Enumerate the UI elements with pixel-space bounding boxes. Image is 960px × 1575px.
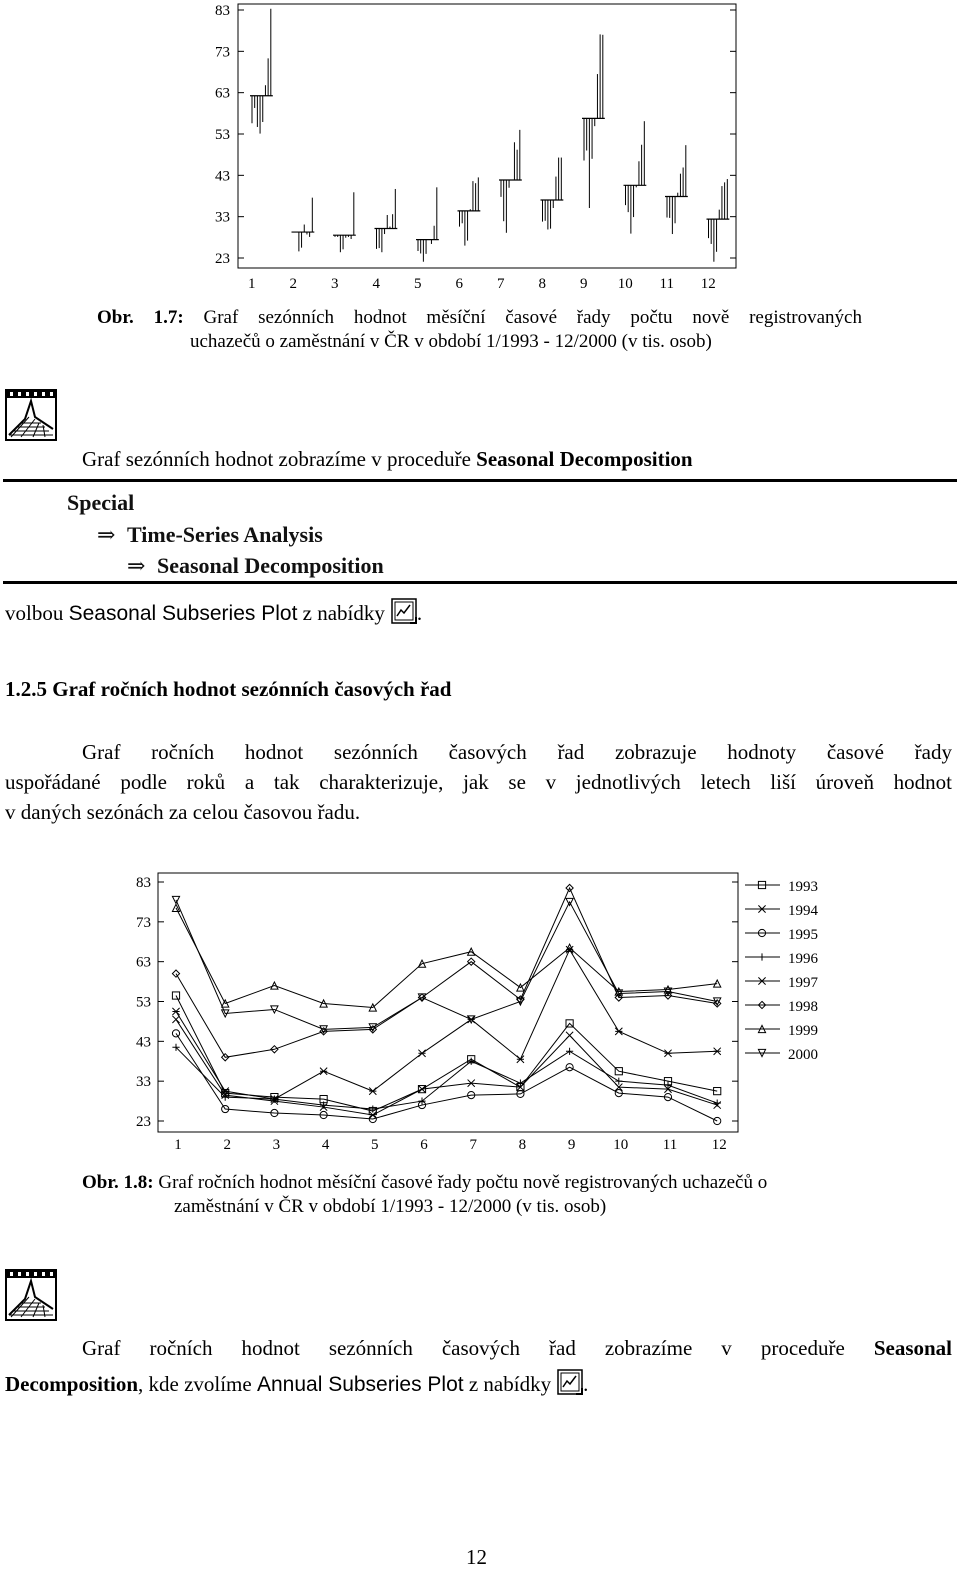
x-tick-label: 3 — [331, 276, 339, 292]
x-tick-label: 5 — [371, 1137, 379, 1153]
data-point — [664, 1082, 671, 1089]
data-point — [566, 1032, 573, 1039]
series-line-1997 — [176, 950, 717, 1099]
menu-item-special[interactable]: Special — [67, 490, 135, 515]
x-tick-label: 8 — [538, 276, 546, 292]
arrow-icon: ⇒ — [127, 553, 146, 578]
y-tick-label: 33 — [215, 209, 230, 226]
annual-subseries-chart — [0, 860, 960, 1160]
data-point — [714, 1117, 721, 1124]
paragraph-line: uspořádané podle roků a tak charakterizuje, jak se v jednotlivých letech liší úroveň hodnot — [5, 770, 952, 794]
menu-item-seasonal-decomposition[interactable] — [127, 551, 384, 581]
y-tick-label: 53 — [136, 994, 151, 1011]
text: z nabídky — [297, 601, 385, 625]
caption-line: Graf ročních hodnot měsíční časové řady počtu nově registrovaných uchazečů o — [158, 1172, 768, 1193]
text: volbou — [5, 601, 69, 625]
x-tick-label: 7 — [497, 276, 505, 292]
seasonal-intro — [82, 444, 693, 474]
menu-rule-bottom — [3, 581, 957, 584]
x-tick-label: 12 — [711, 1137, 727, 1153]
chart-frame — [158, 873, 738, 1132]
y-tick-label: 23 — [136, 1114, 151, 1130]
caption-line: zaměstnání v ČR v období 1/1993 - 12/2000 (v tis. osob) — [174, 1196, 607, 1217]
data-point — [369, 1105, 376, 1112]
x-tick-label: 5 — [414, 276, 422, 292]
data-point — [369, 1088, 376, 1095]
menu-rule-top — [3, 479, 957, 482]
data-point — [664, 1050, 671, 1057]
data-point — [615, 1078, 622, 1085]
x-tick-label: 1 — [174, 1137, 182, 1153]
y-tick-label: 43 — [136, 1034, 151, 1051]
data-point — [320, 1068, 327, 1075]
legend-label: 1996 — [788, 951, 818, 967]
legend-label: 1997 — [788, 975, 818, 991]
legend-label: 1999 — [788, 1023, 818, 1039]
y-tick-label: 33 — [136, 1074, 151, 1091]
series-lines — [172, 884, 720, 1124]
x-tick-label: 2 — [289, 276, 297, 292]
menu-label: Seasonal Decomposition — [157, 553, 384, 578]
section-heading: 1.2.5 Graf ročních hodnot sezónních časových řad — [5, 677, 452, 701]
legend-label: 1995 — [788, 927, 818, 943]
statgraphics-tool-icon — [5, 1269, 57, 1321]
y-tick-label: 63 — [136, 954, 151, 971]
data-point — [566, 1048, 573, 1055]
text: . — [416, 601, 423, 625]
x-tick-label: 1 — [248, 276, 256, 292]
x-tick-label: 2 — [223, 1137, 231, 1153]
x-tick-label: 9 — [580, 276, 588, 292]
caption-line: Graf sezónních hodnot měsíční časové řady počtu nově registrovaných — [203, 307, 862, 328]
data-point — [758, 953, 765, 960]
legend-label: 2000 — [788, 1047, 818, 1063]
graphics-options-button-icon[interactable] — [391, 598, 417, 624]
series-line-1998 — [176, 888, 717, 1057]
procedure-name: Decomposition — [5, 1372, 138, 1396]
text: z nabídky — [463, 1372, 552, 1396]
procedure-name: Seasonal — [873, 1336, 952, 1360]
paragraph-line: v daných sezónách za celou časovou řadu. — [5, 800, 361, 824]
x-tick-labels — [248, 276, 716, 292]
legend-label: 1998 — [788, 999, 818, 1015]
data-point — [172, 1008, 179, 1015]
menu-item-time-series[interactable] — [97, 520, 323, 550]
intro-text: Graf sezónních hodnot zobrazíme v proceduře — [82, 447, 477, 471]
caption-line: uchazečů o zaměstnání v ČR v období 1/1993 - 12/2000 (v tis. osob) — [190, 331, 712, 352]
x-tick-label: 4 — [372, 276, 380, 292]
selection-line — [5, 598, 422, 629]
data-point — [517, 1056, 524, 1063]
y-tick-label: 83 — [136, 875, 151, 891]
x-tick-label: 12 — [700, 276, 716, 292]
subseries-marks — [250, 9, 729, 262]
y-tick-label: 53 — [215, 127, 230, 143]
text: , kde zvolíme — [138, 1372, 257, 1396]
y-tick-label: 73 — [136, 914, 151, 931]
x-tick-labels — [174, 1137, 726, 1153]
paragraph-line: Graf ročních hodnot sezónních časových řad zobrazuje hodnoty časové řady — [82, 740, 952, 764]
data-point — [615, 1028, 622, 1035]
data-point — [714, 1048, 721, 1055]
x-tick-label: 9 — [567, 1137, 576, 1153]
x-tick-label: 6 — [455, 276, 463, 292]
x-tick-label: 10 — [617, 276, 633, 292]
option-name: Seasonal Subseries Plot — [68, 602, 298, 625]
data-point — [418, 1050, 425, 1057]
series-line-1993 — [176, 996, 717, 1112]
data-point — [758, 977, 765, 984]
text: . — [583, 1372, 589, 1396]
x-tick-label: 7 — [469, 1137, 477, 1153]
x-tick-label: 6 — [420, 1137, 428, 1153]
x-tick-label: 8 — [518, 1137, 527, 1153]
annual-instructions — [5, 1330, 952, 1403]
figure-caption-1-8 — [82, 1171, 767, 1219]
page-number: 12 — [466, 1545, 487, 1569]
procedure-name: Seasonal Decomposition — [476, 447, 693, 471]
data-point — [714, 1099, 721, 1106]
legend — [745, 879, 819, 1063]
statgraphics-tool-icon — [5, 389, 57, 441]
data-point — [172, 1016, 179, 1023]
seasonal-subseries-chart — [0, 0, 960, 300]
legend-label: 1993 — [788, 879, 818, 895]
y-tick-labels — [136, 875, 151, 1130]
y-tick-label: 73 — [215, 44, 230, 61]
caption-label: Obr. 1.8: — [82, 1172, 154, 1193]
y-tick-label: 43 — [215, 168, 230, 185]
y-tick-labels — [215, 3, 230, 267]
x-tick-label: 10 — [613, 1137, 629, 1153]
x-tick-label: 11 — [659, 276, 674, 292]
graphics-options-button-icon[interactable] — [557, 1369, 583, 1395]
caption-label: Obr. 1.7: — [97, 307, 184, 328]
section-paragraph — [5, 737, 952, 827]
series-line-1994 — [176, 1019, 717, 1115]
y-tick-label: 83 — [215, 3, 230, 19]
series-line-2000 — [176, 900, 717, 1029]
plot-border — [158, 873, 738, 1132]
series-line-1995 — [176, 1033, 717, 1121]
x-tick-label: 11 — [662, 1137, 678, 1153]
text: Graf ročních hodnot sezónních časových řad zobrazíme v proceduře — [82, 1336, 874, 1360]
figure-caption-1-7 — [97, 306, 862, 354]
y-tick-label: 23 — [215, 251, 230, 267]
arrow-icon: ⇒ — [97, 522, 116, 547]
option-name: Annual Subseries Plot — [256, 1373, 464, 1396]
y-tick-label: 63 — [215, 85, 230, 102]
x-tick-label: 4 — [321, 1137, 330, 1153]
x-tick-label: 3 — [272, 1137, 281, 1153]
menu-label: Time-Series Analysis — [127, 522, 323, 547]
legend-label: 1994 — [788, 903, 818, 919]
